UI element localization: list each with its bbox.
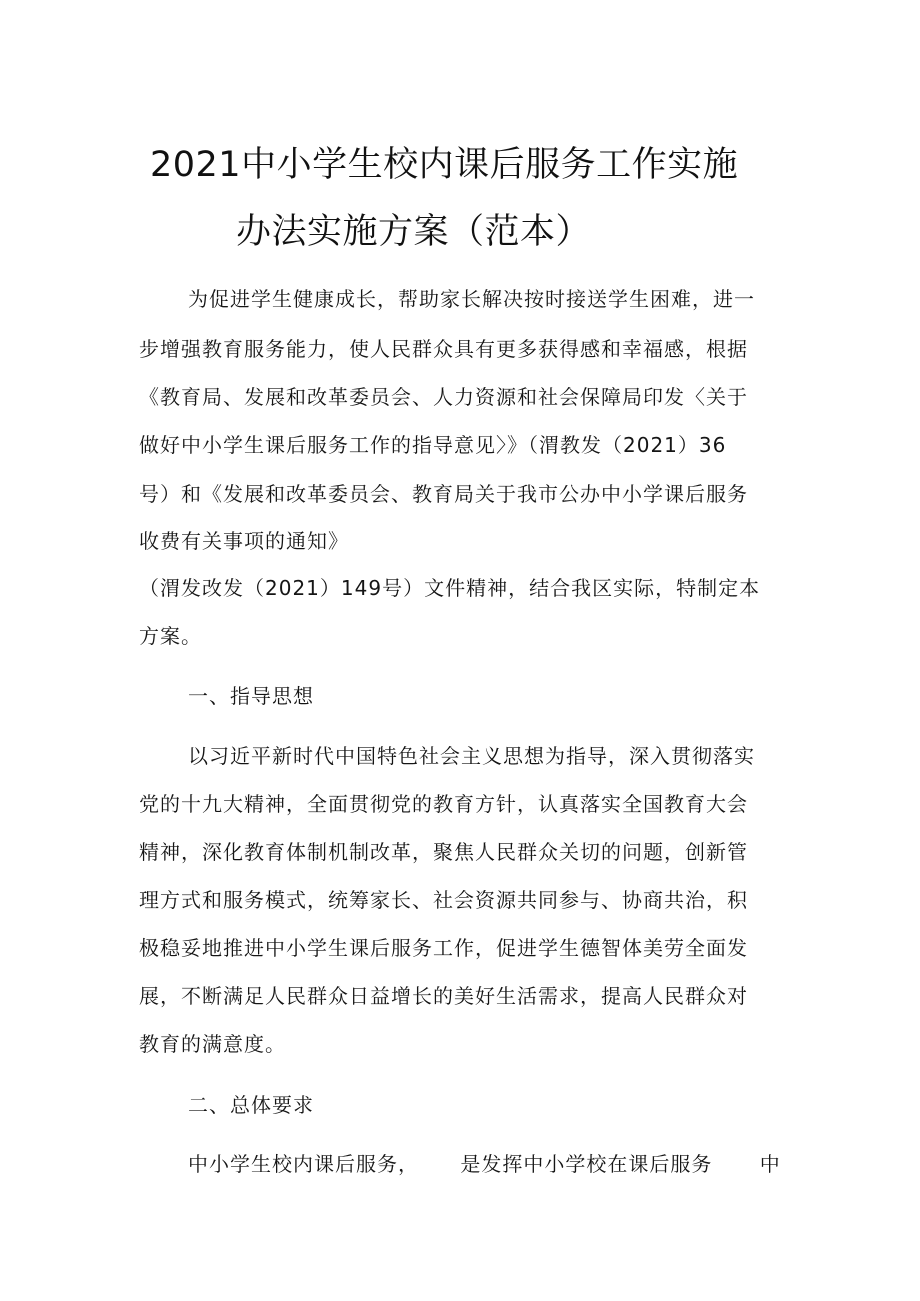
intro-line-4: 做好中小学生课后服务工作的指导意见〉》（渭教发（2021）36 [139, 433, 727, 457]
document-title-line-1: 2021中小学生校内课后服务工作实施 [150, 145, 739, 185]
section-2-segment-2: 是发挥中小学校在课后服务 [460, 1152, 713, 1176]
intro-line-7: （渭发改发（2021）149号）文件精神，结合我区实际，特制定本 [139, 576, 761, 600]
intro-line-5: 号）和《发展和改革委员会、教育局关于我市公办中小学课后服务 [139, 482, 748, 506]
section-1-line-1: 以习近平新时代中国特色社会主义思想为指导，深入贯彻落实 [188, 744, 755, 768]
section-1-line-2: 党的十九大精神，全面贯彻党的教育方针，认真落实全国教育大会 [139, 792, 748, 816]
section-1-line-4: 理方式和服务模式，统筹家长、社会资源共同参与、协商共治，积 [139, 888, 748, 912]
section-2-heading: 二、总体要求 [188, 1093, 314, 1117]
intro-line-1: 为促进学生健康成长，帮助家长解决按时接送学生困难，进一 [188, 287, 755, 311]
section-1-line-3: 精神，深化教育体制机制改革，聚焦人民群众关切的问题，创新管 [139, 840, 748, 864]
document-title-line-2: 办法实施方案（范本） [236, 212, 592, 252]
intro-line-3: 《教育局、发展和改革委员会、人力资源和社会保障局印发〈关于 [139, 385, 748, 409]
section-1-line-6: 展，不断满足人民群众日益增长的美好生活需求，提高人民群众对 [139, 984, 748, 1008]
section-1-line-7: 教育的满意度。 [139, 1032, 286, 1056]
section-1-line-5: 极稳妥地推进中小学生课后服务工作，促进学生德智体美劳全面发 [139, 936, 748, 960]
section-2-segment-1: 中小学生校内课后服务， [188, 1152, 419, 1176]
intro-line-2: 步增强教育服务能力，使人民群众具有更多获得感和幸福感，根据 [139, 337, 748, 361]
section-2-line-1 [188, 1150, 781, 1178]
section-1-heading: 一、指导思想 [188, 684, 314, 708]
intro-line-8: 方案。 [139, 624, 202, 648]
intro-line-6: 收费有关事项的通知》 [139, 529, 349, 553]
section-2-segment-3: 中 [759, 1152, 781, 1176]
